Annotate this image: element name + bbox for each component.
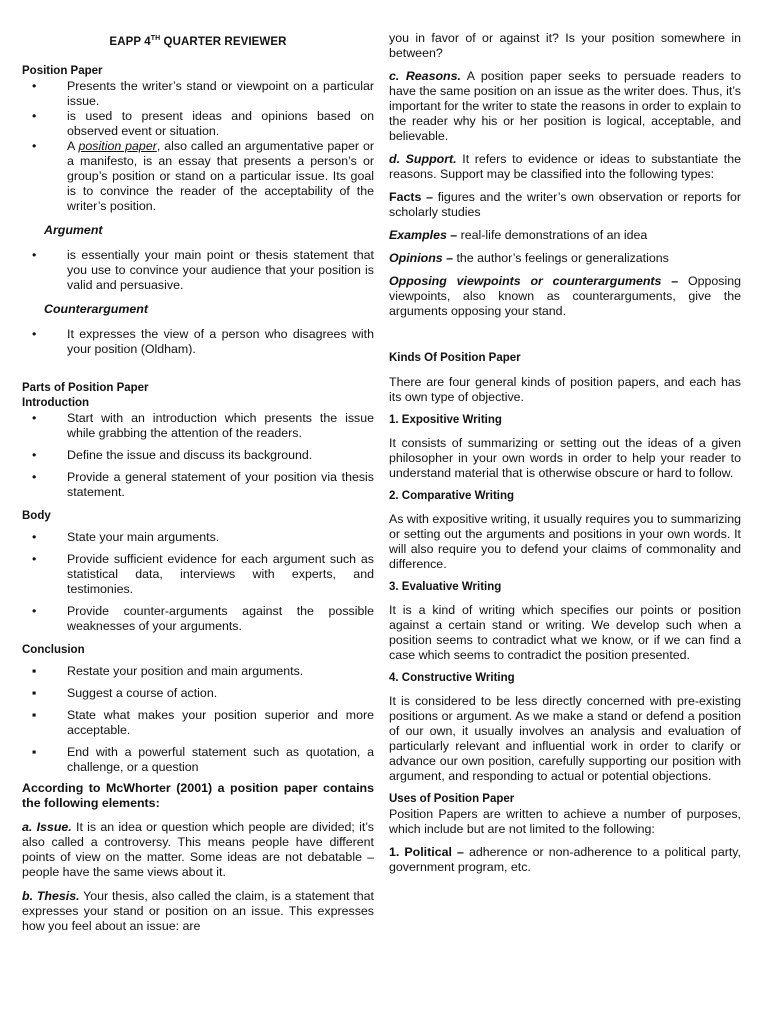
support-facts: Facts – figures and the writer’s own observation or reports for scholarly studies (389, 190, 742, 219)
list-item: • It expresses the view of a person who disagrees with your position (Oldham). (32, 326, 374, 356)
kind-expositive-heading: 1. Expositive Writing (389, 414, 502, 426)
kind-comparative-text: As with expositive writing, it usually requires you to summarizing or setting out the arguments and positions in your own words. It will also require you to defend your claims of commonality and difference. (389, 512, 741, 571)
kinds-heading: Kinds Of Position Paper (389, 352, 521, 364)
introduction-bullets (22, 411, 374, 500)
list-item: • Presents the writer’s stand or viewpoint on a particular issue. (32, 78, 374, 108)
list-item: • Provide a general statement of your position via thesis statement. (32, 469, 374, 499)
list-item: • A position paper, also called an argumentative paper or a manifesto, is an essay that presents a person’s or group’s position or stand on a particular issue. Its goal is to convince the reader of the acceptability of the writer’s position. (32, 138, 374, 213)
list-item: • Provide counter-arguments against the possible weaknesses of your arguments. (32, 603, 374, 633)
list-item: ▪ End with a powerful statement such as quotation, a challenge, or a question (32, 744, 374, 774)
use-political: 1. Political – adherence or non-adherence to a political party, government program, etc. (389, 845, 742, 874)
support-opposing: Opposing viewpoints or counterarguments – Opposing viewpoints, also known as counterarguments, give the arguments opposing your stand. (389, 274, 741, 318)
element-support: d. Support. It refers to evidence or ideas to substantiate the reasons. Support may be classified into the following types: (389, 152, 741, 181)
element-thesis: b. Thesis. Your thesis, also called the claim, is a statement that expresses your stand or position on an issue. This expresses how you feel about an issue: are (22, 888, 374, 933)
list-item: • is used to present ideas and opinions based on observed event or situation. (32, 108, 374, 138)
position-paper-heading: Position Paper (22, 64, 103, 77)
element-issue: a. Issue. It is an idea or question which people are divided; it’s also called a controversy. This means people have different points of view on the matter. Some ideas are not debatable –people have the same views about it. (22, 819, 374, 879)
list-item: • Define the issue and discuss its background. (32, 447, 313, 462)
thesis-continued: you in favor of or against it? Is your position somewhere in between? (389, 31, 741, 60)
list-item: ▪ State what makes your position superior and more acceptable. (32, 707, 374, 737)
list-item: ▪ Suggest a course of action. (32, 685, 218, 700)
document-title: EAPP 4TH QUARTER REVIEWER (109, 35, 287, 48)
kind-evaluative-text: It is a kind of writing which specifies our points or position against a certain stand or writing. We develop such when a position seems to contradict what we know, or if we can find a case which seems to contradict the position presented. (389, 603, 741, 662)
parts-heading: Parts of Position Paper (22, 381, 149, 394)
mcwhorter-intro: According to McWhorter (2001) a position paper contains the following elements: (22, 780, 374, 810)
list-item: • State your main arguments. (32, 529, 220, 544)
element-reasons: c. Reasons. A position paper seeks to persuade readers to have the same position on an issue as the writer does. Thus, it’s important for the writer to state the reasons in order to explain to the reader why his or her position is logical, acceptable, and believable. (389, 69, 741, 143)
body-heading: Body (22, 509, 51, 522)
list-item: ▪ Restate your position and main arguments. (32, 663, 304, 678)
kind-expositive-text: It consists of summarizing or setting out the ideas of a given philosopher in your own words in order to help your reader to understand material that is otherwise obscure or hard to follow. (389, 436, 741, 480)
right-column (389, 0, 741, 875)
list-item: • Start with an introduction which presents the issue while grabbing the attention of the readers. (32, 410, 374, 440)
conclusion-heading: Conclusion (22, 643, 85, 656)
conclusion-bullets (22, 664, 374, 775)
argument-heading: Argument (44, 222, 103, 237)
introduction-heading: Introduction (22, 396, 90, 409)
counterargument-heading: Counterargument (44, 301, 148, 316)
body-bullets (22, 530, 374, 634)
support-opinions: Opinions – the author’s feelings or generalizations (389, 251, 669, 265)
counterargument-bullets (22, 327, 374, 357)
list-item: • Provide sufficient evidence for each argument such as statistical data, interviews with experts, and testimonies. (32, 551, 374, 596)
list-item: • is essentially your main point or thesis statement that you use to convince your audience that your position is valid and persuasive. (32, 247, 374, 292)
position-paper-bullets (22, 79, 374, 214)
position-paper-term: position paper (78, 138, 157, 153)
kind-comparative-heading: 2. Comparative Writing (389, 490, 515, 502)
argument-bullets (22, 248, 374, 293)
kind-evaluative-heading: 3. Evaluative Writing (389, 581, 502, 593)
kind-constructive-text: It is considered to be less directly concerned with pre-existing positions or argument. As we make a stand or defend a position of our own, it usually involves an analysis and evaluation of particularly relevant and influential work in order to clarify or advance our own position, carefully supporting our position with argument, and responding to actual or potential objections. (389, 694, 741, 783)
uses-text: Position Papers are written to achieve a number of purposes, which include but are not limited to the following: (389, 807, 741, 836)
kinds-intro: There are four general kinds of position papers, and each has its own type of objective. (389, 375, 741, 404)
left-column (22, 0, 374, 934)
support-examples: Examples – real-life demonstrations of an idea (389, 228, 648, 242)
kind-constructive-heading: 4. Constructive Writing (389, 672, 515, 684)
uses-heading: Uses of Position Paper (389, 793, 515, 805)
